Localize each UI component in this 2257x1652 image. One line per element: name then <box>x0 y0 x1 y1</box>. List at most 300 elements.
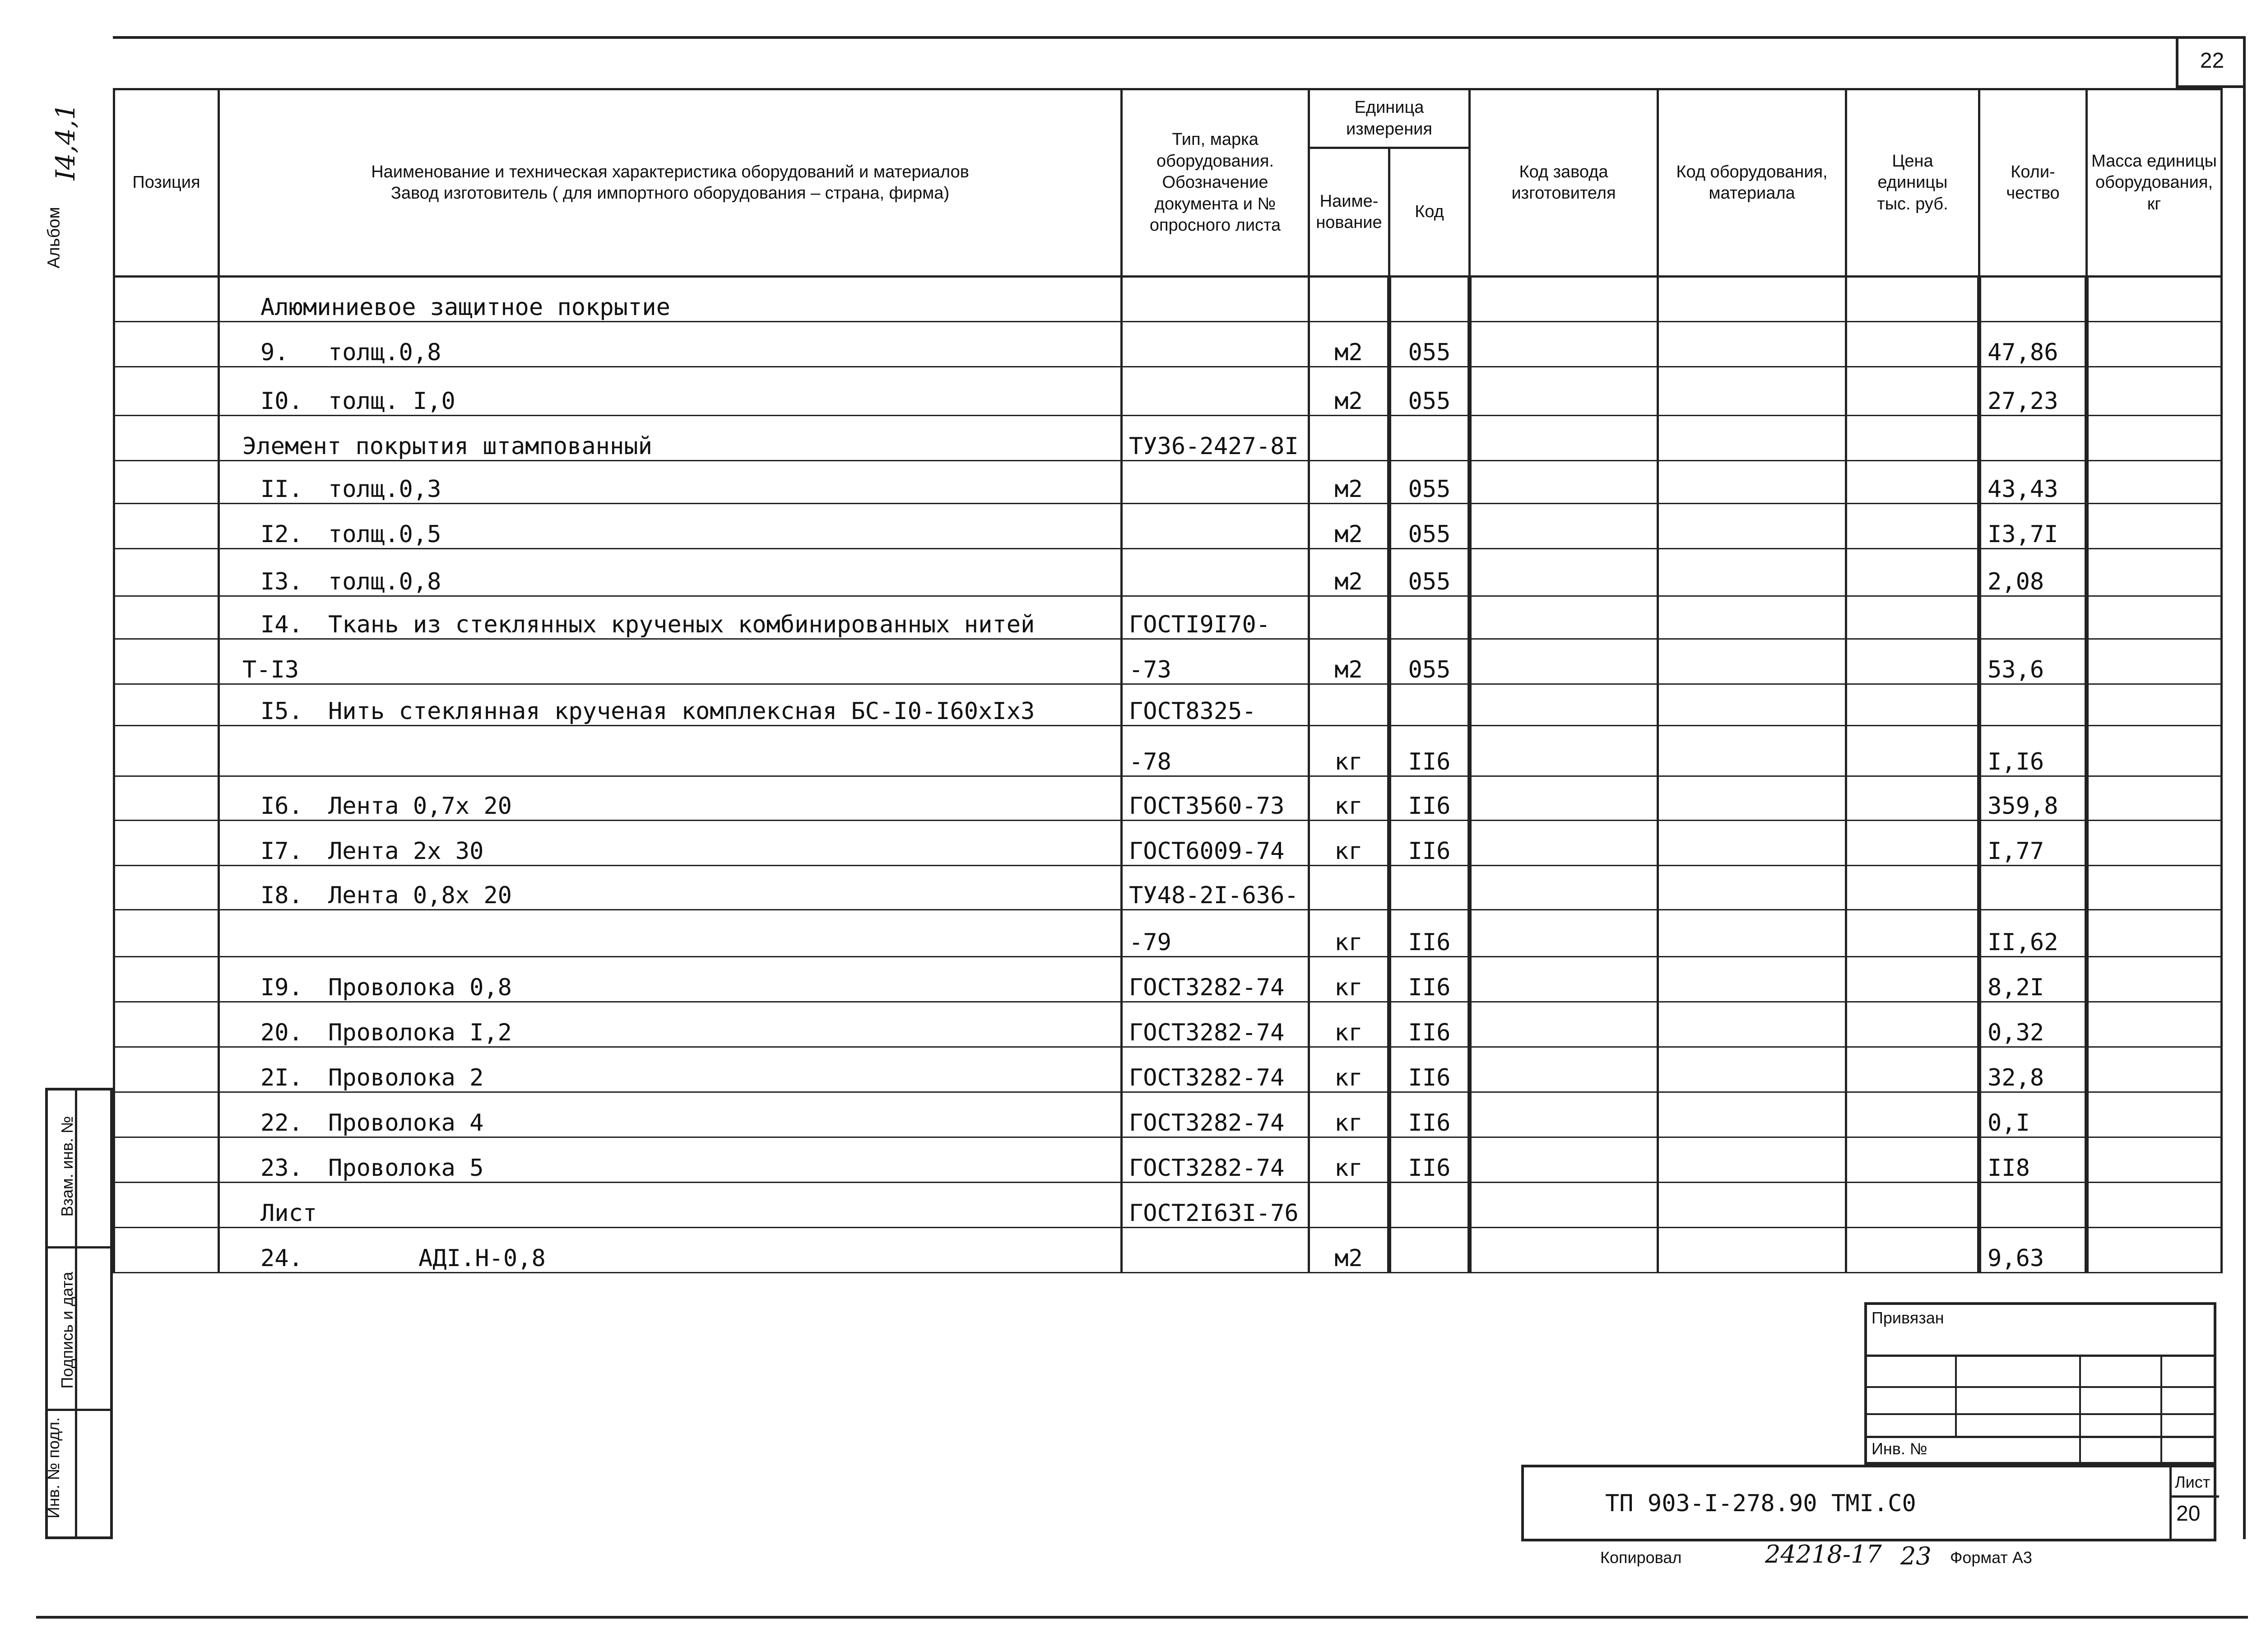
table-row <box>114 866 2222 910</box>
cell-unit: м2 <box>1309 1228 1389 1273</box>
cell-equipment-code <box>1658 1002 1846 1047</box>
cell-doc <box>1122 367 1309 416</box>
cell-unit: кг <box>1309 1092 1389 1137</box>
cell-quantity <box>1979 277 2087 322</box>
table-row <box>114 367 2222 416</box>
document-designation: ТП 903-I-278.90 ТМI.С0 <box>1605 1490 1916 1517</box>
col-unit-name-header: Наиме-нование <box>1309 148 1389 277</box>
bottom-border <box>36 1616 2248 1619</box>
cell-plant-code <box>1470 776 1658 821</box>
cell-position <box>114 416 219 461</box>
table-row <box>114 504 2222 549</box>
cell-unit <box>1309 684 1389 726</box>
row-name: толщ. I,0 <box>328 388 455 415</box>
side-stamp-vzam: Взам. инв. № <box>58 1116 76 1217</box>
col-price-header: Цена единицы тыс. руб. <box>1846 89 1979 277</box>
col-unit-group-header: Единица измерения <box>1309 89 1470 148</box>
cell-position <box>114 726 219 776</box>
cell-unit-code: II6 <box>1389 726 1470 776</box>
cell-mass <box>2087 1137 2222 1183</box>
cell-plant-code <box>1470 1047 1658 1092</box>
cell-name <box>219 461 1122 504</box>
table-row <box>114 322 2222 367</box>
cell-unit: м2 <box>1309 549 1389 596</box>
cell-doc: ТУ48-2I-636- <box>1122 866 1309 910</box>
cell-quantity: 43,43 <box>1979 461 2087 504</box>
cell-equipment-code <box>1658 1047 1846 1092</box>
cell-mass <box>2087 684 2222 726</box>
col-name-header-line1: Наименование и техническая характеристика оборудований и материалов <box>371 162 969 181</box>
row-number: 2I. <box>260 1064 303 1091</box>
cell-price <box>1846 1228 1979 1273</box>
cell-position <box>114 322 219 367</box>
row-name: толщ.0,5 <box>328 521 441 548</box>
cell-plant-code <box>1470 1183 1658 1228</box>
cell-doc: ГОСТ3282-74 <box>1122 1137 1309 1183</box>
cell-equipment-code <box>1658 866 1846 910</box>
row-name: толщ.0,3 <box>328 476 441 503</box>
cell-mass <box>2087 957 2222 1002</box>
row-name: Лента 0,7х 20 <box>328 793 512 820</box>
cell-plant-code <box>1470 367 1658 416</box>
cell-unit-code: II6 <box>1389 1047 1470 1092</box>
cell-doc: ГОСТ3282-74 <box>1122 1047 1309 1092</box>
table-row <box>114 1183 2222 1228</box>
cell-name <box>219 367 1122 416</box>
cell-unit: кг <box>1309 1047 1389 1092</box>
cell-quantity <box>1979 596 2087 639</box>
privyazan-block <box>1864 1302 2216 1465</box>
cell-position <box>114 277 219 322</box>
cell-mass <box>2087 504 2222 549</box>
cell-position <box>114 957 219 1002</box>
cell-plant-code <box>1470 277 1658 322</box>
cell-doc <box>1122 277 1309 322</box>
cell-quantity: 359,8 <box>1979 776 2087 821</box>
cell-name <box>219 596 1122 639</box>
cell-name <box>219 639 1122 684</box>
cell-mass <box>2087 416 2222 461</box>
cell-unit: кг <box>1309 821 1389 866</box>
col-mass-header: Масса единицы оборудования, кг <box>2087 89 2222 277</box>
specification-table <box>113 88 2223 1273</box>
cell-mass <box>2087 461 2222 504</box>
row-number: I2. <box>260 521 303 548</box>
cell-unit-code: II6 <box>1389 1092 1470 1137</box>
cell-unit: м2 <box>1309 367 1389 416</box>
cell-equipment-code <box>1658 461 1846 504</box>
cell-plant-code <box>1470 726 1658 776</box>
cell-price <box>1846 1002 1979 1047</box>
cell-plant-code <box>1470 1092 1658 1137</box>
cell-unit: м2 <box>1309 461 1389 504</box>
cell-quantity: II8 <box>1979 1137 2087 1183</box>
sheet-number: 20 <box>2176 1502 2201 1526</box>
cell-unit <box>1309 277 1389 322</box>
cell-position <box>114 461 219 504</box>
cell-name <box>219 957 1122 1002</box>
cell-unit: кг <box>1309 726 1389 776</box>
cell-mass <box>2087 549 2222 596</box>
cell-price <box>1846 726 1979 776</box>
cell-price <box>1846 416 1979 461</box>
table-row <box>114 1092 2222 1137</box>
cell-position <box>114 1137 219 1183</box>
cell-equipment-code <box>1658 957 1846 1002</box>
cell-unit-code <box>1389 684 1470 726</box>
table-row <box>114 596 2222 639</box>
cell-price <box>1846 684 1979 726</box>
cell-doc <box>1122 549 1309 596</box>
cell-equipment-code <box>1658 1228 1846 1273</box>
cell-mass <box>2087 596 2222 639</box>
cell-equipment-code <box>1658 504 1846 549</box>
cell-price <box>1846 549 1979 596</box>
cell-equipment-code <box>1658 416 1846 461</box>
row-number: I4. <box>260 611 303 638</box>
cell-equipment-code <box>1658 322 1846 367</box>
cell-unit <box>1309 596 1389 639</box>
cell-doc: -73 <box>1122 639 1309 684</box>
cell-name <box>219 1183 1122 1228</box>
row-number: I3. <box>260 568 303 595</box>
table-row <box>114 277 2222 322</box>
cell-name <box>219 549 1122 596</box>
cell-equipment-code <box>1658 277 1846 322</box>
row-number: I0. <box>260 388 303 415</box>
cell-plant-code <box>1470 821 1658 866</box>
cell-plant-code <box>1470 549 1658 596</box>
cell-unit-code <box>1389 596 1470 639</box>
title-block <box>1521 1465 2216 1541</box>
cell-mass <box>2087 367 2222 416</box>
cell-unit: кг <box>1309 910 1389 957</box>
cell-unit <box>1309 866 1389 910</box>
col-name-header <box>219 89 1122 277</box>
cell-plant-code <box>1470 416 1658 461</box>
cell-quantity: 9,63 <box>1979 1228 2087 1273</box>
table-row <box>114 461 2222 504</box>
cell-mass <box>2087 776 2222 821</box>
cell-price <box>1846 821 1979 866</box>
cell-unit: кг <box>1309 1002 1389 1047</box>
cell-name <box>219 1137 1122 1183</box>
cell-quantity <box>1979 684 2087 726</box>
row-name: Нить стеклянная крученая комплексная БС-I0-I60хIх3 <box>328 698 1035 725</box>
cell-unit-code <box>1389 416 1470 461</box>
cell-quantity: I,I6 <box>1979 726 2087 776</box>
album-label: Альбом <box>44 207 64 269</box>
cell-unit-code: II6 <box>1389 821 1470 866</box>
cell-quantity <box>1979 1183 2087 1228</box>
cell-unit-code: 055 <box>1389 367 1470 416</box>
cell-equipment-code <box>1658 910 1846 957</box>
cell-unit-code: 055 <box>1389 461 1470 504</box>
cell-plant-code <box>1470 866 1658 910</box>
cell-unit-code: II6 <box>1389 1137 1470 1183</box>
cell-price <box>1846 776 1979 821</box>
table-row <box>114 1002 2222 1047</box>
cell-mass <box>2087 1183 2222 1228</box>
cell-unit-code <box>1389 866 1470 910</box>
cell-position <box>114 684 219 726</box>
cell-doc <box>1122 461 1309 504</box>
row-number: II. <box>260 476 303 503</box>
cell-position <box>114 1002 219 1047</box>
cell-quantity: 0,I <box>1979 1092 2087 1137</box>
table-row <box>114 1137 2222 1183</box>
cell-equipment-code <box>1658 596 1846 639</box>
row-number: 22. <box>260 1109 303 1137</box>
cell-plant-code <box>1470 1002 1658 1047</box>
row-number: 9. <box>260 339 289 366</box>
cell-price <box>1846 1092 1979 1137</box>
cell-unit: м2 <box>1309 639 1389 684</box>
row-name: Лента 0,8х 20 <box>328 882 512 909</box>
table-row <box>114 910 2222 957</box>
row-number: 23. <box>260 1155 303 1182</box>
privyazan-title: Привязан <box>1872 1309 1944 1327</box>
cell-mass <box>2087 910 2222 957</box>
cell-price <box>1846 1137 1979 1183</box>
cell-unit-code: II6 <box>1389 957 1470 1002</box>
cell-mass <box>2087 1002 2222 1047</box>
cell-plant-code <box>1470 461 1658 504</box>
cell-mass <box>2087 726 2222 776</box>
cell-price <box>1846 504 1979 549</box>
cell-price <box>1846 596 1979 639</box>
row-name: Проволока 4 <box>328 1109 484 1137</box>
cell-unit-code: II6 <box>1389 910 1470 957</box>
cell-position <box>114 1092 219 1137</box>
table-row <box>114 776 2222 821</box>
album-number: I4,4,1 <box>50 103 81 181</box>
cell-name <box>219 1047 1122 1092</box>
footer-kopiroval: Копировал <box>1600 1548 1682 1567</box>
cell-doc: ГОСТ2I63I-76 <box>1122 1183 1309 1228</box>
cell-doc: ГОСТ3560-73 <box>1122 776 1309 821</box>
footer-handwritten-number: 24218-17 <box>1765 1540 1882 1568</box>
cell-unit-code <box>1389 277 1470 322</box>
cell-unit <box>1309 1183 1389 1228</box>
cell-doc: ГОСТ3282-74 <box>1122 1002 1309 1047</box>
col-unit-code-header: Код <box>1389 148 1470 277</box>
cell-plant-code <box>1470 1228 1658 1273</box>
cell-plant-code <box>1470 504 1658 549</box>
cell-doc: ГОСТ3282-74 <box>1122 1092 1309 1137</box>
cell-name <box>219 866 1122 910</box>
cell-unit: кг <box>1309 776 1389 821</box>
cell-mass <box>2087 1228 2222 1273</box>
cell-equipment-code <box>1658 549 1846 596</box>
cell-quantity: 27,23 <box>1979 367 2087 416</box>
cell-mass <box>2087 639 2222 684</box>
table-row <box>114 1047 2222 1092</box>
cell-doc: ГОСТI9I70- <box>1122 596 1309 639</box>
cell-doc: ГОСТ6009-74 <box>1122 821 1309 866</box>
cell-equipment-code <box>1658 1137 1846 1183</box>
cell-equipment-code <box>1658 1183 1846 1228</box>
cell-doc: -78 <box>1122 726 1309 776</box>
row-name: АДI.Н-0,8 <box>418 1245 546 1272</box>
row-name: Проволока 0,8 <box>328 974 512 1001</box>
cell-name <box>219 776 1122 821</box>
cell-unit-code <box>1389 1228 1470 1273</box>
cell-position <box>114 1228 219 1273</box>
page-number: 22 <box>2176 36 2246 88</box>
cell-equipment-code <box>1658 776 1846 821</box>
cell-equipment-code <box>1658 684 1846 726</box>
cell-quantity: II,62 <box>1979 910 2087 957</box>
cell-name <box>219 1092 1122 1137</box>
row-name: толщ.0,8 <box>328 568 441 595</box>
cell-name <box>219 910 1122 957</box>
cell-price <box>1846 1047 1979 1092</box>
cell-name <box>219 322 1122 367</box>
cell-name <box>219 416 1122 461</box>
cell-equipment-code <box>1658 367 1846 416</box>
col-plant-code-header: Код завода изготовителя <box>1470 89 1658 277</box>
cell-quantity: 47,86 <box>1979 322 2087 367</box>
cell-quantity: I,77 <box>1979 821 2087 866</box>
table-row <box>114 416 2222 461</box>
cell-position <box>114 776 219 821</box>
cell-doc: ГОСТ3282-74 <box>1122 957 1309 1002</box>
cell-doc: ТУ36-2427-8I <box>1122 416 1309 461</box>
footer-handwritten-sheet: 23 <box>1900 1542 1932 1570</box>
cell-name <box>219 1228 1122 1273</box>
row-number: 20. <box>260 1019 303 1046</box>
cell-unit <box>1309 416 1389 461</box>
cell-quantity: 8,2I <box>1979 957 2087 1002</box>
cell-mass <box>2087 322 2222 367</box>
footer-format: Формат А3 <box>1950 1548 2032 1567</box>
table-row <box>114 726 2222 776</box>
table-row <box>114 957 2222 1002</box>
cell-doc: ГОСТ8325- <box>1122 684 1309 726</box>
table-row <box>114 821 2222 866</box>
cell-mass <box>2087 821 2222 866</box>
table-row <box>114 684 2222 726</box>
cell-plant-code <box>1470 957 1658 1002</box>
cell-position <box>114 1183 219 1228</box>
cell-price <box>1846 910 1979 957</box>
cell-doc <box>1122 504 1309 549</box>
row-name: Алюминиевое защитное покрытие <box>260 294 670 321</box>
row-number: 24. <box>260 1245 303 1272</box>
cell-position <box>114 866 219 910</box>
cell-price <box>1846 367 1979 416</box>
cell-quantity: 32,8 <box>1979 1047 2087 1092</box>
row-name: толщ.0,8 <box>328 339 441 366</box>
privyazan-inv: Инв. № <box>1872 1439 1927 1458</box>
cell-unit: м2 <box>1309 504 1389 549</box>
cell-equipment-code <box>1658 821 1846 866</box>
cell-equipment-code <box>1658 726 1846 776</box>
cell-mass <box>2087 1092 2222 1137</box>
cell-mass <box>2087 1047 2222 1092</box>
cell-name <box>219 1002 1122 1047</box>
row-name: Элемент покрытия штампованный <box>242 433 652 460</box>
cell-unit: кг <box>1309 1137 1389 1183</box>
cell-unit-code: 055 <box>1389 549 1470 596</box>
cell-price <box>1846 277 1979 322</box>
row-number: I6. <box>260 793 303 820</box>
row-name: Лента 2х 30 <box>328 838 484 865</box>
cell-doc <box>1122 322 1309 367</box>
row-number: I7. <box>260 838 303 865</box>
cell-price <box>1846 639 1979 684</box>
cell-plant-code <box>1470 1137 1658 1183</box>
cell-equipment-code <box>1658 1092 1846 1137</box>
cell-name <box>219 277 1122 322</box>
cell-mass <box>2087 277 2222 322</box>
table-row <box>114 639 2222 684</box>
cell-unit-code: 055 <box>1389 504 1470 549</box>
row-name: Проволока 5 <box>328 1155 484 1182</box>
cell-plant-code <box>1470 639 1658 684</box>
table-row <box>114 1228 2222 1273</box>
cell-price <box>1846 1183 1979 1228</box>
row-name: Лист <box>260 1200 317 1227</box>
cell-unit: кг <box>1309 957 1389 1002</box>
cell-position <box>114 367 219 416</box>
sheet-label: Лист <box>2175 1473 2211 1491</box>
cell-name <box>219 821 1122 866</box>
cell-unit-code: 055 <box>1389 639 1470 684</box>
cell-quantity <box>1979 416 2087 461</box>
cell-quantity: I3,7I <box>1979 504 2087 549</box>
cell-mass <box>2087 866 2222 910</box>
row-number: I9. <box>260 974 303 1001</box>
col-name-header-line2: Завод изготовитель ( для импортного оборудования – страна, фирма) <box>390 184 950 203</box>
cell-quantity: 0,32 <box>1979 1002 2087 1047</box>
cell-doc: -79 <box>1122 910 1309 957</box>
col-position-header: Позиция <box>114 89 219 277</box>
cell-position <box>114 910 219 957</box>
cell-price <box>1846 957 1979 1002</box>
row-number: I8. <box>260 882 303 909</box>
cell-equipment-code <box>1658 639 1846 684</box>
cell-name <box>219 504 1122 549</box>
cell-unit: м2 <box>1309 322 1389 367</box>
cell-position <box>114 596 219 639</box>
cell-unit-code: 055 <box>1389 322 1470 367</box>
cell-price <box>1846 461 1979 504</box>
cell-unit-code: II6 <box>1389 1002 1470 1047</box>
table-row <box>114 549 2222 596</box>
row-name: Ткань из стеклянных крученых комбинированных нитей <box>328 611 1035 638</box>
cell-price <box>1846 322 1979 367</box>
col-type-doc-header: Тип, марка оборудования. Обозначение документа и № опросного листа <box>1122 89 1309 277</box>
side-stamp-podpis: Подпись и дата <box>58 1271 76 1389</box>
cell-quantity: 53,6 <box>1979 639 2087 684</box>
cell-plant-code <box>1470 322 1658 367</box>
cell-position <box>114 504 219 549</box>
side-stamp-inv-podl: Инв. № подл. <box>44 1417 63 1519</box>
cell-name <box>219 726 1122 776</box>
cell-position <box>114 1047 219 1092</box>
cell-plant-code <box>1470 910 1658 957</box>
row-name: Проволока 2 <box>328 1064 484 1091</box>
cell-quantity <box>1979 866 2087 910</box>
cell-quantity: 2,08 <box>1979 549 2087 596</box>
cell-position <box>114 821 219 866</box>
cell-unit-code: II6 <box>1389 776 1470 821</box>
row-name: Проволока I,2 <box>328 1019 512 1046</box>
cell-plant-code <box>1470 684 1658 726</box>
cell-unit-code <box>1389 1183 1470 1228</box>
